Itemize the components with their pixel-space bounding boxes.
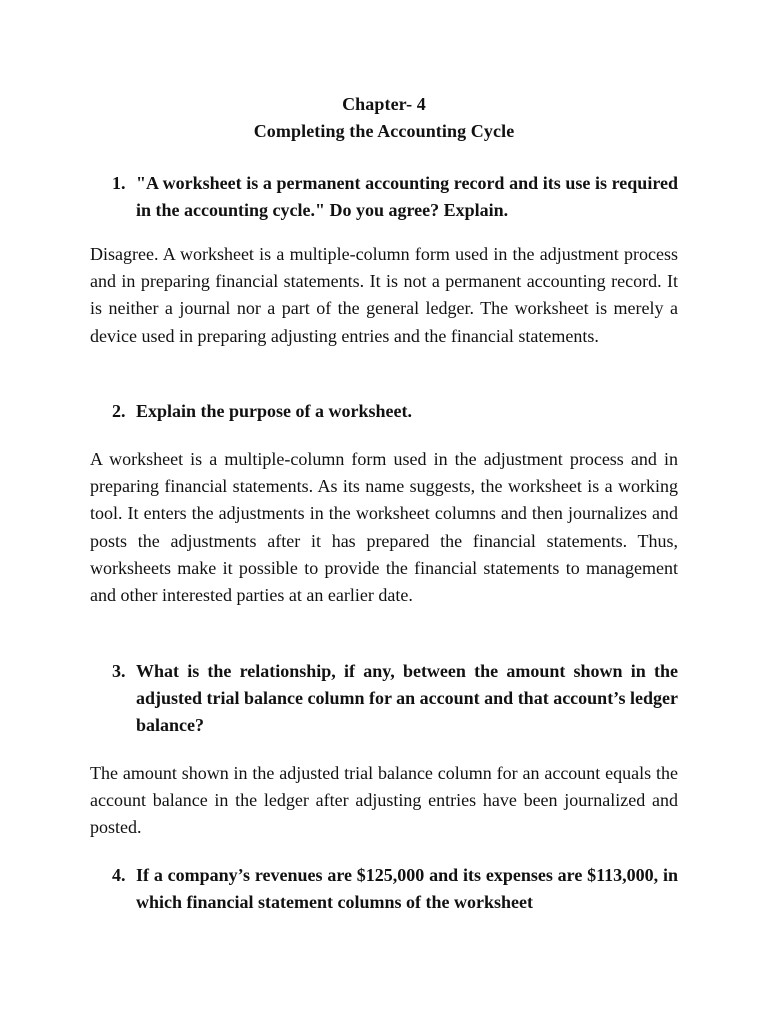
answer-1: Disagree. A worksheet is a multiple-column form used in the adjustment process and in preparing financial statements. It is not a permanent accounting record. It is neither a journal nor a part of the general ledger. The worksheet is merely a device used in preparing adjusting entries and the financial statements. — [90, 244, 678, 346]
answer-2: A worksheet is a multiple-column form used in the adjustment process and in preparing financial statements. As its name suggests, the worksheet is a working tool. It enters the adjustments in the worksheet columns and then journalizes and posts the adjustments after it has prepared the financial statements. Thus, worksheets make it possible to provide the financial statements to management and other interested parties at an earlier date. — [90, 449, 678, 606]
question-2 — [112, 398, 678, 425]
chapter-label: Chapter- 4 — [342, 94, 426, 114]
question-number: 4. — [112, 865, 126, 885]
question-number: 1. — [112, 173, 126, 193]
question-3 — [112, 658, 678, 739]
question-text: "A worksheet is a permanent accounting record and its use is required in the accounting cycle." Do you agree? Explain. — [136, 173, 678, 220]
answer-3: The amount shown in the adjusted trial balance column for an account equals the account balance in the ledger after adjusting entries have been journalized and posted. — [90, 763, 678, 838]
question-text: If a company’s revenues are $125,000 and its expenses are $113,000, in which financial statement columns of the worksheet — [136, 865, 678, 912]
question-text: Explain the purpose of a worksheet. — [136, 401, 413, 421]
question-1 — [112, 170, 678, 224]
chapter-title: Completing the Accounting Cycle — [253, 121, 515, 141]
question-text: What is the relationship, if any, between the amount shown in the adjusted trial balance column for an account and that account’s ledger balance? — [136, 661, 678, 735]
question-4 — [112, 862, 678, 916]
question-number: 2. — [112, 401, 126, 421]
question-number: 3. — [112, 661, 126, 681]
